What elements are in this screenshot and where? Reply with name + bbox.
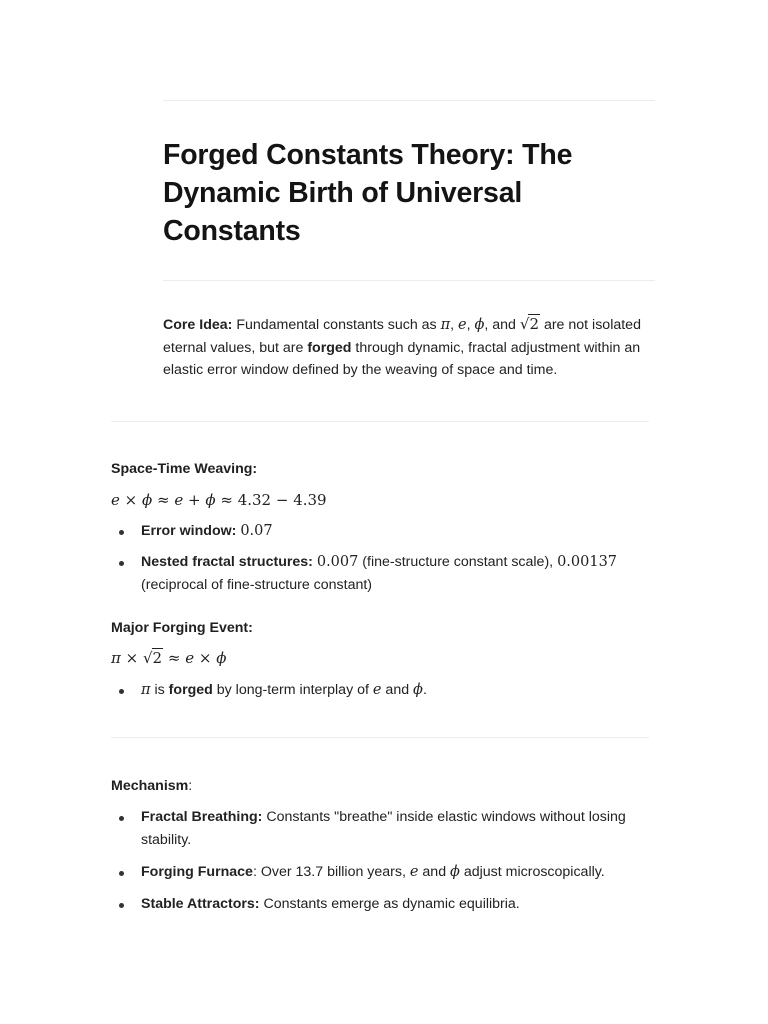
forging-event-list <box>111 679 649 702</box>
e-symbol: e <box>372 682 382 698</box>
space-time-equation <box>111 489 327 511</box>
core-text-after: through dynamic, fractal adjustment within an elastic error window defined by the weaving of space and time. <box>163 339 641 378</box>
forging-furnace-label: Forging Furnace <box>141 864 253 880</box>
bullet-text: is <box>150 682 169 698</box>
eq-times: × <box>119 491 142 509</box>
eq-approx: ≈ <box>152 491 175 509</box>
list-item-pi-forged <box>111 679 649 702</box>
eq-phi: ϕ <box>142 491 153 509</box>
phi-symbol: ϕ <box>450 864 460 880</box>
eq-range: 4.32 − 4.39 <box>237 491 327 509</box>
forging-event-heading <box>111 618 253 638</box>
nested-fractal-text: (fine-structure constant scale), <box>358 554 558 570</box>
pi-symbol: π <box>141 682 151 698</box>
e-symbol: e <box>409 864 419 880</box>
forged-word: forged <box>168 682 213 698</box>
core-text-before: Fundamental constants such as <box>232 317 441 333</box>
bullet-text: by long-term interplay of <box>212 682 373 698</box>
space-time-heading-text: Space-Time Weaving: <box>111 461 258 477</box>
eq-e: e <box>174 491 184 509</box>
bullet-text: . <box>422 682 427 698</box>
separator: , and <box>484 317 520 333</box>
error-window-label: Error window: <box>141 523 237 539</box>
eq-e: e <box>185 649 195 667</box>
e-symbol: e <box>458 317 467 333</box>
forging-furnace-colon: : <box>252 864 257 880</box>
list-item-fractal-breathing <box>111 806 649 852</box>
eq-sqrt: √2 <box>142 649 163 667</box>
fine-structure-value: 0.007 <box>316 554 359 570</box>
core-idea-label: Core Idea: <box>163 317 233 333</box>
eq-times: × <box>194 649 217 667</box>
pi-symbol: π <box>440 317 451 333</box>
forging-event-heading-text: Major Forging Event: <box>111 620 253 636</box>
eq-times: × <box>120 649 143 667</box>
mechanism-heading-text: Mechanism <box>111 778 189 794</box>
forging-furnace-text: and <box>418 864 451 880</box>
eq-phi: ϕ <box>216 649 227 667</box>
mechanism-heading-colon: : <box>188 778 193 794</box>
divider-mechanism <box>111 737 649 738</box>
list-item-forging-furnace <box>111 861 649 884</box>
nested-fractal-label: Nested fractal structures: <box>141 554 313 570</box>
error-window-value: 0.07 <box>240 523 273 539</box>
nested-fractal-text: (reciprocal of fine-structure constant) <box>141 577 373 593</box>
eq-pi: π <box>111 649 121 667</box>
divider-title <box>163 280 655 281</box>
separator: , <box>450 317 459 333</box>
list-item-error-window <box>111 520 649 543</box>
reciprocal-value: 0.00137 <box>557 554 618 570</box>
forging-furnace-text: Over 13.7 billion years, <box>256 864 410 880</box>
eq-plus: + <box>183 491 206 509</box>
space-time-heading <box>111 459 257 479</box>
core-idea-paragraph <box>163 313 649 382</box>
separator: , <box>466 317 475 333</box>
forging-furnace-text: adjust microscopically. <box>459 864 605 880</box>
mechanism-heading <box>111 776 192 796</box>
bullet-text: and <box>381 682 414 698</box>
eq-phi: ϕ <box>205 491 216 509</box>
sqrt-radicand: 2 <box>529 315 539 333</box>
forged-word: forged <box>307 339 352 356</box>
list-item-stable-attractors <box>111 893 649 916</box>
phi-symbol: ϕ <box>413 682 423 698</box>
list-item-nested-fractal <box>111 551 649 597</box>
core-text-mid: are not isolated eternal values, but are <box>163 317 641 356</box>
phi-symbol: ϕ <box>474 317 485 333</box>
eq-approx: ≈ <box>215 491 238 509</box>
sqrt-two-symbol: √2 <box>519 315 539 333</box>
divider-top <box>163 100 655 101</box>
page-title: Forged Constants Theory: The Dynamic Birth of Universal Constants <box>163 139 573 247</box>
forging-event-equation <box>111 647 226 669</box>
eq-sqrt-radicand: 2 <box>152 649 163 667</box>
space-time-list <box>111 520 649 597</box>
eq-e: e <box>111 491 120 509</box>
divider-core <box>111 421 649 422</box>
fractal-breathing-label: Fractal Breathing: <box>141 809 263 825</box>
mechanism-list <box>111 806 649 916</box>
stable-attractors-text: Constants emerge as dynamic equilibria. <box>259 896 520 912</box>
stable-attractors-label: Stable Attractors: <box>141 896 260 912</box>
eq-approx: ≈ <box>163 649 186 667</box>
fractal-breathing-text: Constants "breathe" inside elastic windows without losing stability. <box>141 809 626 848</box>
